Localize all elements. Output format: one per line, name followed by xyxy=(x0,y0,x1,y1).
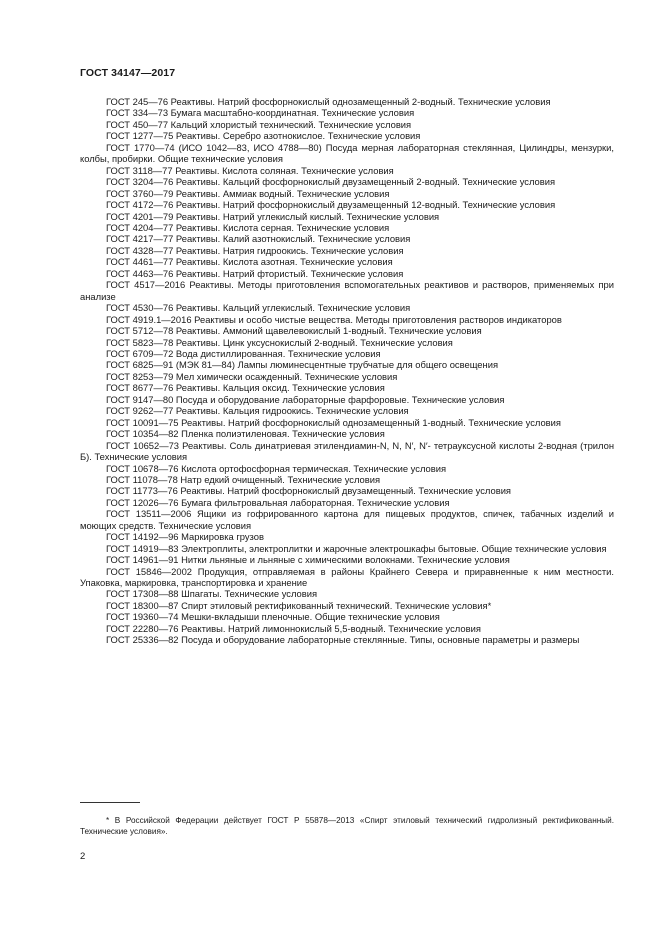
document-header: ГОСТ 34147—2017 xyxy=(80,67,176,79)
reference-item: ГОСТ 1277—75 Реактивы. Серебро азотнокислое. Технические условия xyxy=(106,130,421,142)
reference-item: ГОСТ 245—76 Реактивы. Натрий фосфорнокислый однозамещенный 2-водный. Технические условия xyxy=(106,96,551,107)
reference-item: ГОСТ 4204—77 Реактивы. Кислота серная. Технические условия xyxy=(106,221,390,233)
reference-item: ГОСТ 11773—76 Реактивы. Натрий фосфорнокислый двузамещенный. Технические условия xyxy=(106,485,512,497)
reference-item: ГОСТ 13511—2006 Ящики из гофрированного картона для пищевых продуктов, спичек, табачных изделий и моющих средств. Технические условия xyxy=(80,508,614,531)
reference-item: ГОСТ 4463—76 Реактивы. Натрий фтористый. Технические условия xyxy=(106,267,404,279)
footnote-divider xyxy=(80,802,140,803)
reference-item: ГОСТ 1770—74 (ИСО 1042—83, ИСО 4788—80) Посуда мерная лабораторная стеклянная, Цилиндры, мензурки, колбы, пробирки. Общие технические условия xyxy=(80,141,614,165)
reference-item: ГОСТ 14192—96 Маркировка грузов xyxy=(106,531,264,543)
reference-list xyxy=(80,96,614,646)
reference-item: ГОСТ 14961—91 Нитки льняные и льняные с химическими волокнами. Технические условия xyxy=(106,554,510,566)
reference-item: ГОСТ 450—77 Кальций хлористый технический. Технические условия xyxy=(106,118,412,130)
reference-item: ГОСТ 8253—79 Мел химически осажденный. Технические условия xyxy=(106,370,398,382)
reference-item: ГОСТ 10652—73 Реактивы. Соль динатриевая этилендиамин-N, N, N′, N′- тетрауксусной кислоты 2-водная (трилон Б). Технические условия xyxy=(80,439,614,463)
reference-item: ГОСТ 8677—76 Реактивы. Кальция оксид. Технические условия xyxy=(106,382,385,394)
reference-item: ГОСТ 9262—77 Реактивы. Кальция гидроокись. Технические условия xyxy=(106,405,409,417)
reference-item: ГОСТ 4461—77 Реактивы. Кислота азотная. Технические условия xyxy=(106,256,393,268)
reference-item: ГОСТ 5712—78 Реактивы. Аммоний щавелевокислый 1-водный. Технические условия xyxy=(106,325,482,337)
reference-item: ГОСТ 6825—91 (МЭК 81—84) Лампы люминесцентные трубчатые для общего освещения xyxy=(106,359,499,371)
reference-item: ГОСТ 4217—77 Реактивы. Калий азотнокислый. Технические условия xyxy=(106,233,411,245)
reference-item: ГОСТ 17308—88 Шпагаты. Технические условия xyxy=(106,588,318,600)
reference-item: ГОСТ 334—73 Бумага масштабно-координатная. Технические условия xyxy=(106,107,415,119)
reference-item: ГОСТ 12026—76 Бумага фильтровальная лабораторная. Технические условия xyxy=(106,496,450,508)
reference-item: ГОСТ 6709—72 Вода дистиллированная. Технические условия xyxy=(106,347,381,359)
reference-item: ГОСТ 11078—78 Натр едкий очищенный. Технические условия xyxy=(106,473,381,485)
reference-item: ГОСТ 22280—76 Реактивы. Натрий лимоннокислый 5,5-водный. Технические условия xyxy=(106,622,481,634)
reference-item: ГОСТ 4172—76 Реактивы. Натрий фосфорнокислый двузамещенный 12-водный. Технические условия xyxy=(106,199,556,211)
reference-item: ГОСТ 19360—74 Мешки-вкладыши пленочные. Общие технические условия xyxy=(106,611,440,623)
reference-item: ГОСТ 4517—2016 Реактивы. Методы приготовления вспомогательных реактивов и растворов, применяемых при анализе xyxy=(80,279,614,302)
reference-item: ГОСТ 3204—76 Реактивы. Кальций фосфорнокислый двузамещенный 2-водный. Технические условия xyxy=(106,176,556,188)
footnote: * В Российской Федерации действует ГОСТ Р 55878—2013 «Спирт этиловый технический гидролизный ректификованный. Технические условия». xyxy=(80,816,614,836)
reference-item: ГОСТ 9147—80 Посуда и оборудование лабораторные фарфоровые. Технические условия xyxy=(106,393,505,405)
reference-item: ГОСТ 25336—82 Посуда и оборудование лабораторные стеклянные. Типы, основные параметры и размеры xyxy=(106,634,580,646)
reference-item: ГОСТ 4919.1—2016 Реактивы и особо чистые вещества. Методы приготовления растворов индикаторов xyxy=(106,313,562,325)
reference-item: ГОСТ 18300—87 Спирт этиловый ректификованный технический. Технические условия* xyxy=(106,599,492,611)
reference-item: ГОСТ 3118—77 Реактивы. Кислота соляная. Технические условия xyxy=(106,164,394,176)
page-number: 2 xyxy=(80,851,86,862)
reference-item: ГОСТ 4201—79 Реактивы. Натрий углекислый кислый. Технические условия xyxy=(106,210,440,222)
reference-item: ГОСТ 3760—79 Реактивы. Аммиак водный. Технические условия xyxy=(106,187,390,199)
reference-item: ГОСТ 4328—77 Реактивы. Натрия гидроокись. Технические условия xyxy=(106,244,404,256)
reference-item: ГОСТ 15846—2002 Продукция, отправляемая в районы Крайнего Севера и приравненные к ним местности. Упаковка, маркировка, транспортировка и хранение xyxy=(80,565,614,589)
reference-item: ГОСТ 14919—83 Электроплиты, электроплитки и жарочные электрошкафы бытовые. Общие технические условия xyxy=(106,542,607,554)
reference-item: ГОСТ 5823—78 Реактивы. Цинк уксуснокислый 2-водный. Технические условия xyxy=(106,336,453,348)
reference-item: ГОСТ 4530—76 Реактивы. Кальций углекислый. Технические условия xyxy=(106,302,411,314)
reference-item: ГОСТ 10091—75 Реактивы. Натрий фосфорнокислый однозамещенный 1-водный. Технические условия xyxy=(106,416,561,428)
reference-item: ГОСТ 10354—82 Пленка полиэтиленовая. Технические условия xyxy=(106,428,385,440)
reference-item: ГОСТ 10678—76 Кислота ортофосфорная термическая. Технические условия xyxy=(106,462,447,474)
